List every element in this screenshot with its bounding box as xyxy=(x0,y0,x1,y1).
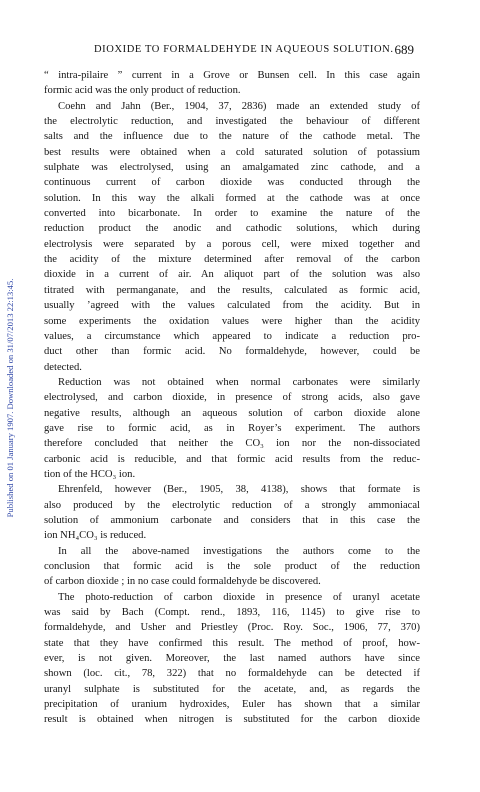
text-line: conclusion that formic acid is the sole product of the reduction xyxy=(44,561,420,572)
text-line: continuous current of carbon dioxide was conducted through the xyxy=(44,177,420,189)
text-line: formic acid was the only product of reduction. xyxy=(44,85,241,97)
text-line: the electrolytic reduction, and investigated the behaviour of different xyxy=(44,116,420,128)
text-line: electrolysis were separated by a porous cell, were mixed together and xyxy=(44,238,420,250)
text-line: ion NH₄CO₃ is reduced. xyxy=(44,530,147,542)
text-line: uranyl sulphate is substituted for the acetate, and, as regards the xyxy=(44,683,420,695)
text-line: values, a circumstance which appeared to indicate a reduction pro- xyxy=(44,330,420,342)
text-line: tion of the HCO₃ ion. xyxy=(44,468,136,480)
text-line: also produced by the electrolytic reduction of a strongly ammoniacal xyxy=(44,499,420,511)
text-line: carbonic acid is reducible, and that formic acid results from the reduc- xyxy=(44,453,420,465)
text-line: salts and the influence due to the nature of the cathode metal. The xyxy=(44,131,420,143)
text-line: Reduction was not obtained when normal carbonates were similarly xyxy=(58,376,420,388)
text-line: was said by Bach (Compt. rend., 1893, 116, 1145) to give rise to xyxy=(44,607,420,619)
publication-sidebar-note xyxy=(3,148,17,648)
text-line: “ intra-pilaire ” current in a Grove or Bunsen cell. In this case again xyxy=(44,70,420,81)
text-line: The photo-reduction of carbon dioxide in presence of uranyl acetate xyxy=(58,591,420,603)
text-line: gave rise to formic acid, as in Royer’s experiment. The authors xyxy=(44,422,420,434)
text-line: duct other than formic acid. No formaldehyde, however, could be xyxy=(44,346,420,358)
text-line: solution. In this way the alkali formed at the cathode was at once xyxy=(44,192,420,204)
text-line: therefore concluded that neither the CO₃ ion nor the non-dissociated xyxy=(44,438,420,450)
text-line: ever, is not given. Moreover, the last named authors have since xyxy=(44,653,420,665)
text-line: formaldehyde, and Usher and Priestley (Proc. Roy. Soc., 1906, 77, 370) xyxy=(44,622,420,634)
text-line: sulphate was electrolysed, using an amalgamated zinc cathode, and a xyxy=(44,162,420,174)
sidebar-note-text: Published on 01 January 1907. Downloaded on 31/07/2013 22:13:45. xyxy=(5,278,15,518)
text-line: Coehn and Jahn (Ber., 1904, 37, 2836) made an extended study of xyxy=(58,100,420,112)
page-header xyxy=(66,42,414,58)
text-line: detected. xyxy=(44,361,82,373)
text-line: result is obtained when nitrogen is substituted for the carbon dioxide xyxy=(44,714,420,726)
text-line: electrolysed, and carbon dioxide, in presence of strong acids, also gave xyxy=(44,392,420,404)
text-line: titrated with permanganate, and the results, calculated as formic acid, xyxy=(44,284,420,296)
page-number: 689 xyxy=(394,42,414,57)
text-line: negative results, although an aqueous solution of carbon dioxide alone xyxy=(44,407,420,419)
text-line: state that they have confirmed this result. The method of proof, how- xyxy=(44,637,420,649)
text-line: precipitation of uranium hydroxides, Euler has shown that a similar xyxy=(44,699,420,711)
text-line: of carbon dioxide ; in no case could formaldehyde be discovered. xyxy=(44,576,321,588)
text-line: Ehrenfeld, however (Ber., 1905, 38, 4138), shows that formate is xyxy=(58,484,420,496)
running-title: DIOXIDE TO FORMALDEHYDE IN AQUEOUS SOLUTION. xyxy=(94,44,394,55)
text-line: converted into bicarbonate. In order to examine the nature of the xyxy=(44,208,420,220)
text-line: best results were obtained when a cold saturated solution of potassium xyxy=(44,146,420,158)
text-line: solution of ammonium carbonate and considers that in this case the xyxy=(44,514,420,526)
text-line: In all the above-named investigations the authors come to the xyxy=(58,545,420,557)
text-line: shown (loc. cit., 78, 322) that no formaldehyde can be detected if xyxy=(44,668,420,680)
text-line: dioxide in a current of air. An aliquot part of the solution was also xyxy=(44,269,420,281)
body-text xyxy=(44,68,420,728)
text-line: the acidity of the mixture determined after removal of the carbon xyxy=(44,254,420,266)
text-line: reduction product the anodic and cathodic solutions, which during xyxy=(44,223,420,235)
text-line: some experiments the oxidation values were higher than the acidity xyxy=(44,315,420,327)
text-line: usually ʼagreed with the values calculated from the acidity. But in xyxy=(44,300,420,312)
